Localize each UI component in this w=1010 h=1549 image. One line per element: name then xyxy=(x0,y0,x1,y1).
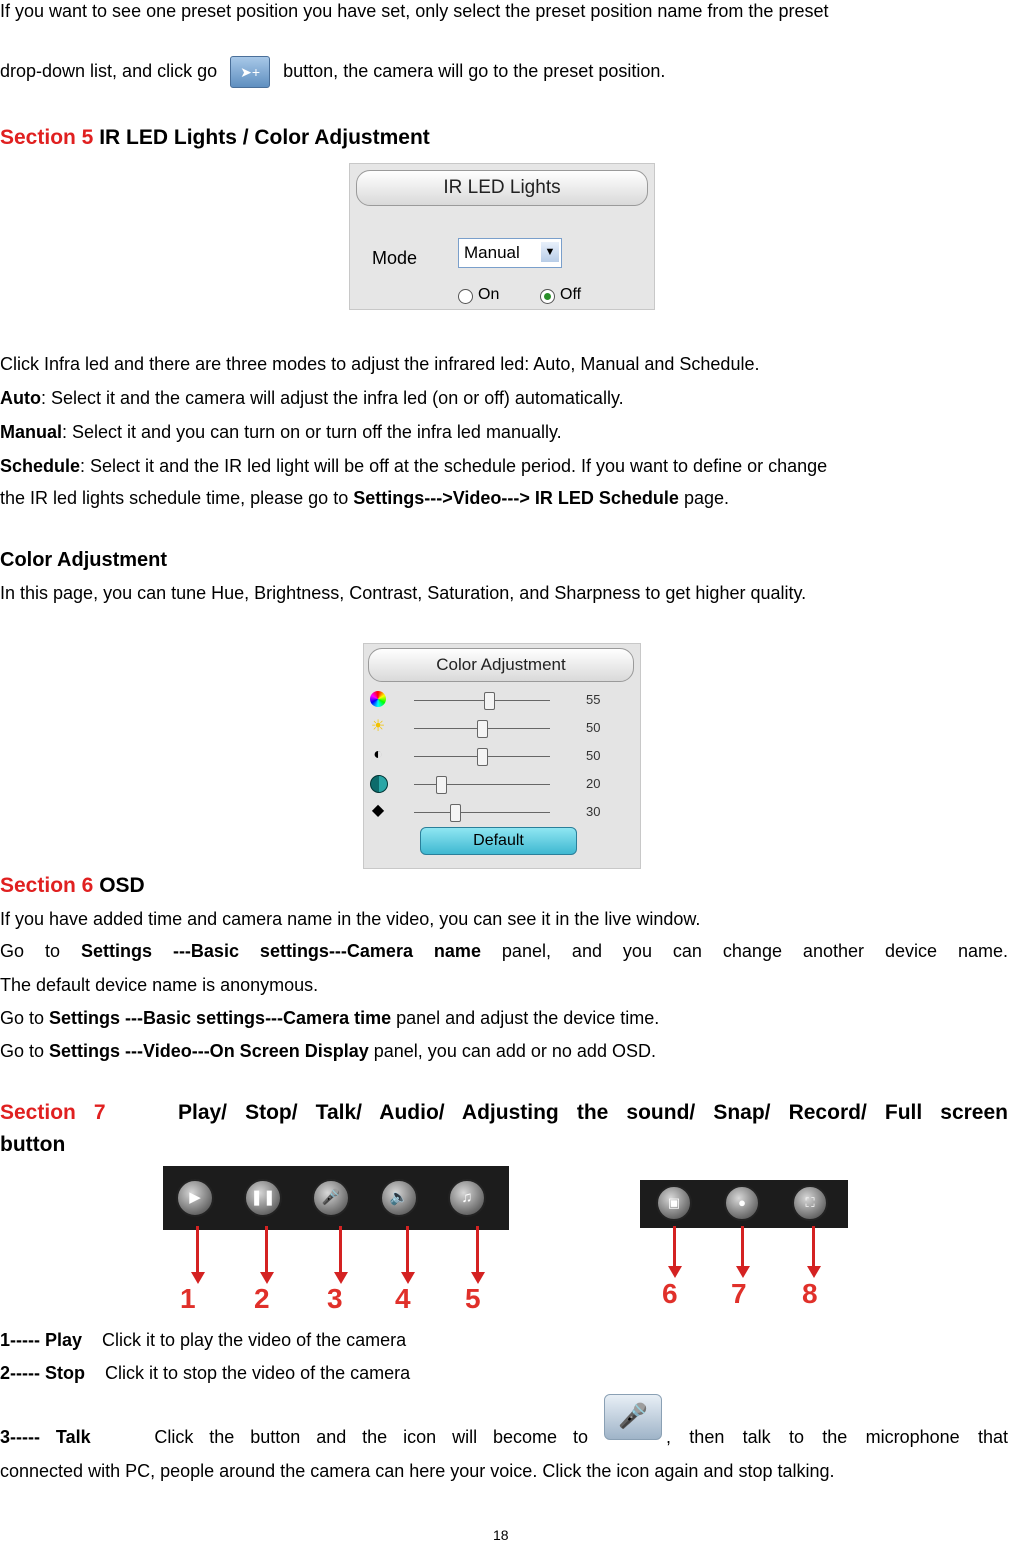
mode-select[interactable] xyxy=(458,238,562,268)
label-1: 1 xyxy=(180,1283,196,1314)
auto-term: Auto xyxy=(0,388,41,408)
s6-line-1: If you have added time and camera name in the video, you can see it in the live window. xyxy=(0,909,701,929)
s5-schedule xyxy=(0,455,827,477)
brightness-slider-thumb[interactable] xyxy=(477,720,488,738)
intro-line-1: If you want to see one preset position you have set, only select the preset position name from the preset xyxy=(0,1,829,21)
manual-text: : Select it and you can turn on or turn off the infra led manually. xyxy=(62,422,562,442)
item-3-term: 3----- Talk xyxy=(0,1427,91,1447)
snap-icon[interactable]: ▣ xyxy=(656,1185,692,1221)
audio-icon[interactable]: 🔈 xyxy=(380,1179,418,1217)
intro-line-2a: drop-down list, and click go xyxy=(0,60,218,81)
hue-slider-thumb[interactable] xyxy=(484,692,495,710)
microphone-icon: 🎤 xyxy=(604,1394,662,1440)
s6-l5c: panel, you can add or no add OSD. xyxy=(368,1041,656,1061)
hue-slider-track[interactable] xyxy=(414,700,550,701)
label-2: 2 xyxy=(254,1283,270,1314)
playback-toolbar xyxy=(163,1166,509,1230)
hue-icon xyxy=(370,691,386,707)
radio-off[interactable] xyxy=(540,289,555,304)
default-button[interactable]: Default xyxy=(420,827,577,855)
item-3-line-1a xyxy=(0,1426,588,1448)
section5-heading xyxy=(0,127,430,149)
section5-title: IR LED Lights / Color Adjustment xyxy=(99,126,430,149)
stop-icon[interactable]: ❚❚ xyxy=(244,1179,282,1217)
item-3-line-2: connected with PC, people around the camera can here your voice. Click the icon again and stop talking. xyxy=(0,1461,835,1481)
saturation-icon xyxy=(370,775,388,793)
section7-label: Section 7 xyxy=(0,1101,106,1124)
item-1-term: 1----- Play xyxy=(0,1330,83,1350)
s5-schedule-line-2 xyxy=(0,487,729,509)
mode-select-value: Manual xyxy=(464,243,520,262)
sharpness-icon: ◆ xyxy=(371,802,385,819)
talk-icon[interactable]: 🎤 xyxy=(312,1179,350,1217)
schedule-text: : Select it and the IR led light will be off at the schedule period. If you want to define or change xyxy=(80,456,828,476)
section7-heading xyxy=(0,1102,1008,1124)
label-4: 4 xyxy=(395,1283,411,1314)
section6-label: Section 6 xyxy=(0,874,94,897)
intro-line-2 xyxy=(0,56,665,88)
color-adjustment-heading: Color Adjustment xyxy=(0,549,168,571)
schedule-term: Schedule xyxy=(0,456,81,476)
label-3: 3 xyxy=(327,1283,343,1314)
schedule-line2a: the IR led lights schedule time, please go to xyxy=(0,488,354,508)
play-icon[interactable]: ▶ xyxy=(176,1179,214,1217)
brightness-icon: ☀ xyxy=(370,718,386,735)
s6-camera-time-path: Settings ---Basic settings---Camera time xyxy=(49,1008,392,1028)
sharpness-slider-track[interactable] xyxy=(414,812,550,813)
s6-l4c: panel and adjust the device time. xyxy=(391,1008,660,1028)
contrast-slider-thumb[interactable] xyxy=(477,748,488,766)
ir-led-panel xyxy=(349,163,655,310)
s5-auto xyxy=(0,387,624,409)
item-3-line-1b: , then talk to the microphone that xyxy=(666,1427,1008,1447)
section6-heading xyxy=(0,875,145,897)
color-adjustment-panel xyxy=(363,643,641,869)
sharpness-value: 30 xyxy=(586,804,601,819)
s6-line-5 xyxy=(0,1040,656,1062)
page-number: 18 xyxy=(493,1527,509,1543)
s6-l5a: Go to xyxy=(0,1041,50,1061)
s6-l2a: Go to xyxy=(0,941,81,961)
section5-label: Section 5 xyxy=(0,126,94,149)
section6-title: OSD xyxy=(99,874,145,897)
item-2 xyxy=(0,1362,410,1384)
item-3-text-a: Click the button and the icon will become to xyxy=(154,1427,588,1447)
volume-icon[interactable]: ♫ xyxy=(448,1179,486,1217)
capture-toolbar xyxy=(640,1180,848,1228)
manual-term: Manual xyxy=(0,422,63,442)
sharpness-slider-thumb[interactable] xyxy=(450,804,461,822)
chevron-down-icon: ▼ xyxy=(541,242,559,262)
schedule-line2b: page. xyxy=(678,488,729,508)
item-2-text: Click it to stop the video of the camera xyxy=(105,1363,411,1383)
s6-line-3: The default device name is anonymous. xyxy=(0,975,319,995)
s6-line-4 xyxy=(0,1007,659,1029)
ir-led-panel-title: IR LED Lights xyxy=(356,170,648,206)
label-7: 7 xyxy=(731,1278,747,1309)
schedule-path: Settings--->Video---> IR LED Schedule xyxy=(353,488,679,508)
intro-line-2b: button, the camera will go to the preset position. xyxy=(283,60,666,81)
s6-line-2 xyxy=(0,940,1008,962)
contrast-icon: ◐ xyxy=(373,746,383,763)
label-6: 6 xyxy=(662,1278,678,1309)
s5-paragraph-1: Click Infra led and there are three modes to adjust the infrared led: Auto, Manual and Schedule. xyxy=(0,354,760,374)
item-1 xyxy=(0,1329,406,1351)
s6-osd-path: Settings ---Video---On Screen Display xyxy=(49,1041,369,1061)
section7-title: Play/ Stop/ Talk/ Audio/ Adjusting the sound/ Snap/ Record/ Full screen xyxy=(177,1101,1008,1124)
label-8: 8 xyxy=(802,1278,818,1309)
auto-text: : Select it and the camera will adjust the infra led (on or off) automatically. xyxy=(40,388,624,408)
section7-title-2: button xyxy=(0,1133,66,1156)
s6-camera-name-path: Settings ---Basic settings---Camera name xyxy=(80,941,481,961)
brightness-value: 50 xyxy=(586,720,601,735)
label-5: 5 xyxy=(465,1283,481,1314)
fullscreen-icon[interactable]: ⛶ xyxy=(792,1185,828,1221)
s6-l4a: Go to xyxy=(0,1008,50,1028)
s6-l2c: panel, and you can change another device name. xyxy=(480,941,1008,961)
record-icon[interactable]: ● xyxy=(724,1185,760,1221)
color-panel-title: Color Adjustment xyxy=(368,648,634,682)
radio-on-label: On xyxy=(478,286,500,303)
radio-off-label: Off xyxy=(560,286,582,303)
radio-on[interactable] xyxy=(458,289,473,304)
go-button-icon: ➤+ xyxy=(230,56,270,88)
hue-value: 55 xyxy=(586,692,601,707)
s5-manual xyxy=(0,421,562,443)
saturation-slider-track[interactable] xyxy=(414,784,550,785)
item-2-term: 2----- Stop xyxy=(0,1363,85,1383)
color-adjustment-text: In this page, you can tune Hue, Brightness, Contrast, Saturation, and Sharpness to get higher quality. xyxy=(0,583,807,603)
saturation-value: 20 xyxy=(586,776,601,791)
item-1-text: Click it to play the video of the camera xyxy=(102,1330,407,1350)
mode-label: Mode xyxy=(372,248,418,268)
saturation-slider-thumb[interactable] xyxy=(436,776,447,794)
contrast-value: 50 xyxy=(586,748,601,763)
